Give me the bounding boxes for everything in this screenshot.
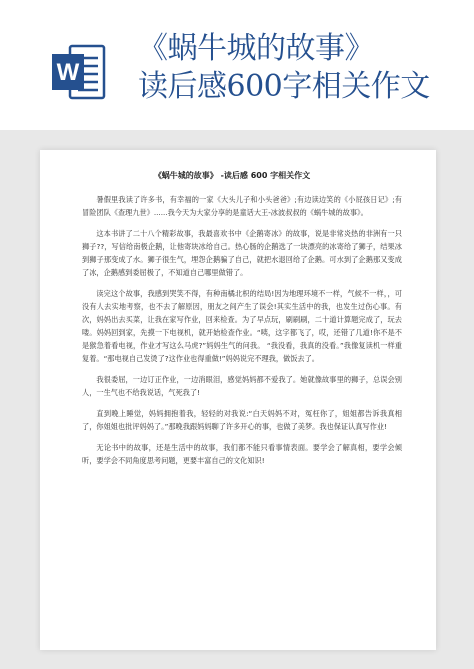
banner-title-line2: 读后感600字相关作文: [138, 69, 430, 104]
paragraph: 我很委屈，一边订正作业，一边消眼泪，感觉妈妈都不爱我了。她就像故事里的狮子，总误会别人，一生气也不给我说话，气死我了!: [82, 375, 402, 397]
svg-text:W: W: [56, 59, 80, 86]
paragraph: 无论书中的故事，还是生活中的故事，我们都不能只看事情表面。要学会了解真相，要学会倾听，要学会不同角度思考问题，更要丰富自己的文化知识!: [82, 443, 402, 465]
paragraph: 直到晚上睡觉，妈妈拥抱着我，轻轻的对我说:“白天妈妈不对，冤枉你了，姐姐都告诉我真相了，你姐姐也批评妈妈了。”那晚我跟妈妈聊了许多开心的事，也做了美梦。我也保证认真写作业!: [82, 409, 402, 431]
paragraph: 这本书讲了二十八个精彩故事，我最喜欢书中《企鹅寄冰》的故事，说是非常炎热的非洲有一只狮子??，写信给南极企鹅，让他寄块冰给自己。热心肠的企鹅选了一块漂亮的冰寄给了狮子，结果冰到狮子那变成了水。狮子很生气，埋怨企鹅骗了自己，就把水退回给了企鹅。可水到了企鹅那又变成了冰，企鹅感到委屈极了，不知道自己哪里做错了。: [82, 229, 402, 277]
paragraph: 读完这个故事，我感到哭笑不得，有种南橘北枳的结局!因为地理环境不一样，气候不一样，，可没有人去实地考察，也不去了解原因，朋友之间产生了误会!其实生活中的我，也发生过伤心事。有次，妈妈出去买菜，让我在家写作业，回来检查。为了早点玩，刷刷刷，二十道计算题完成了，玩去喽。妈妈回到家，先摸一下电视机，就开始检查作业。“咦，这字都飞了，哎，还错了几道!你不是不是猴急着看电视，作业才写这么马虎?”妈妈生气的问我。 “我没看，我真的没看。”我像复读机一样重复着。“那电视自己发烫了?这作业也得重做!”妈妈说完不理我，做饭去了。: [82, 289, 402, 363]
banner: [0, 0, 474, 130]
document-page: [40, 150, 436, 650]
paragraph: 暑假里我读了许多书，有幸福的一家《大头儿子和小头爸爸》;有边读边笑的《小屁孩日记》;有冒险团队《查理九世》......我今天为大家分享的是童话大王-冰波叔叔的《蜗牛城的故事》。: [82, 195, 402, 217]
banner-title-line1: 《蜗牛城的故事》: [138, 31, 374, 66]
document-title: 《蜗牛城的故事》 -读后感 600 字相关作文: [153, 171, 311, 180]
banner-title: [138, 30, 474, 106]
word-doc-icon: [52, 44, 106, 100]
